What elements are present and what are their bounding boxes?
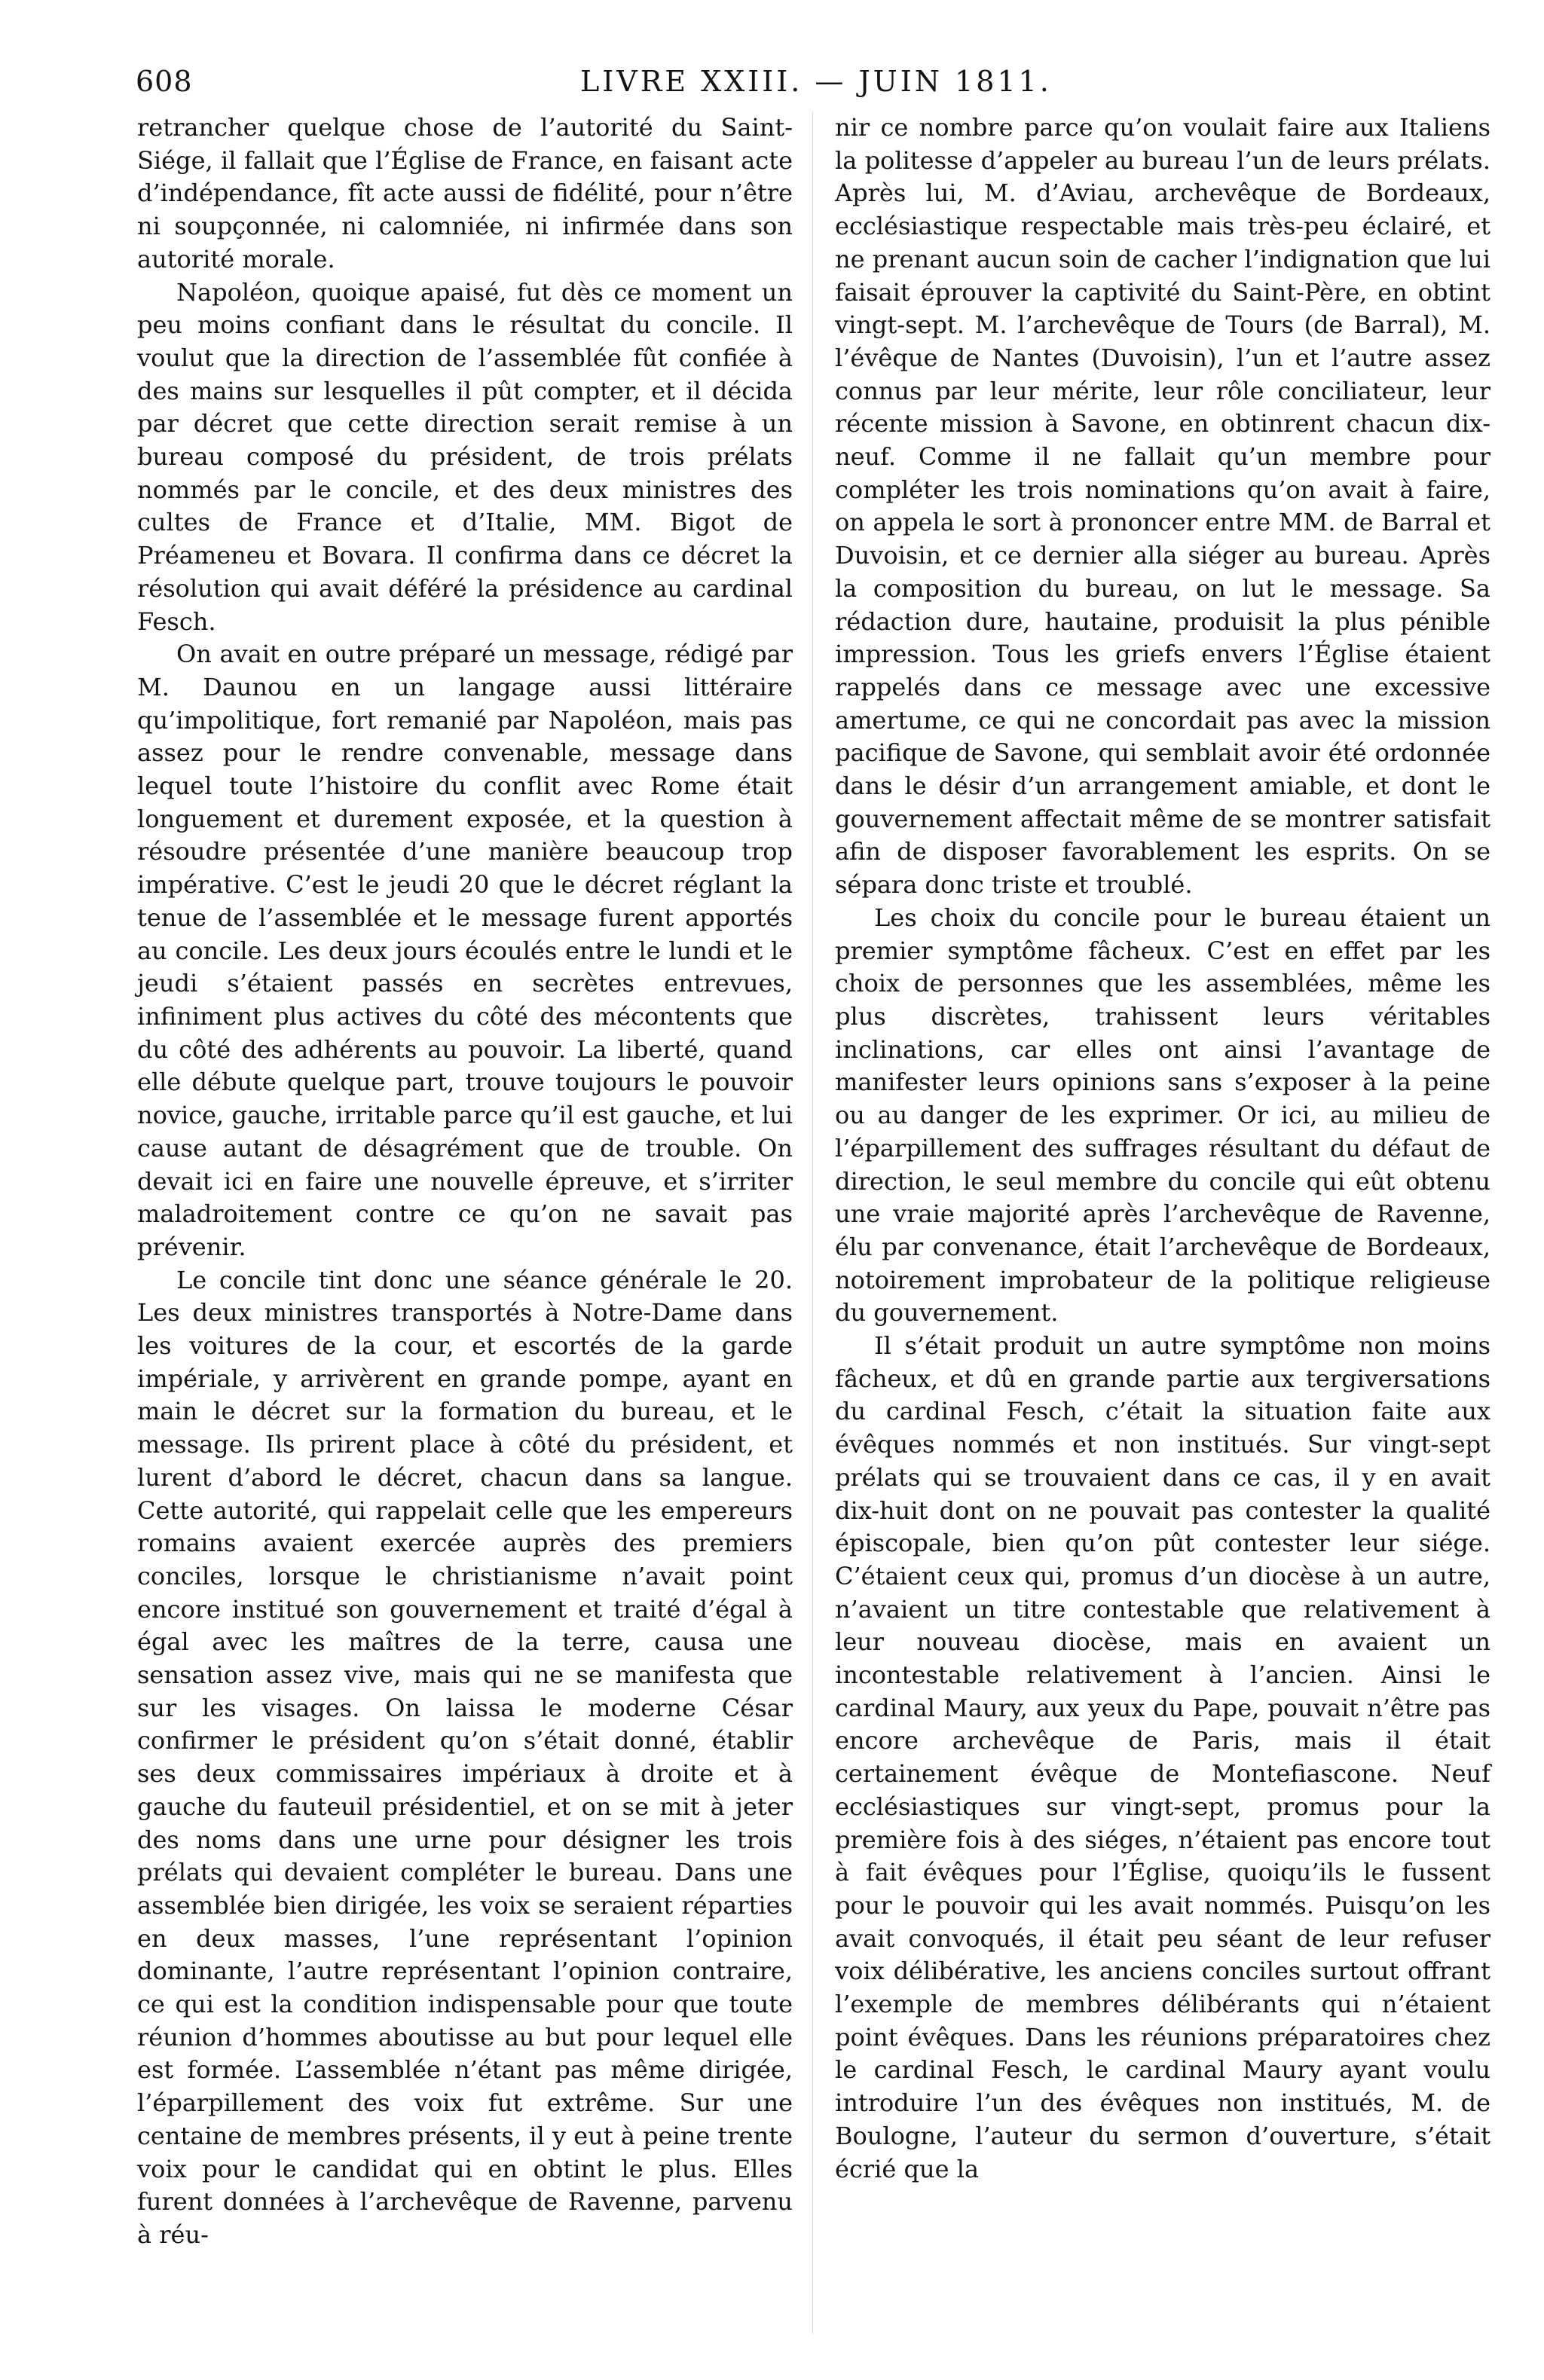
page-header <box>98 60 1488 113</box>
paragraph: nir ce nombre parce qu’on voulait faire aux Italiens la politesse d’appeler au bureau l’un de leurs prélats. Après lui, M. d’Aviau, archevêque de Bordeaux, ecclésiastique respectable mais très-peu éclairé, et ne prenant aucun soin de cacher l’indignation que lui faisait éprouver la captivité du Saint-Père, en obtint vingt-sept. M. l’archevêque de Tours (de Barral), M. l’évêque de Nantes (Duvoisin), l’un et l’autre assez connus par leur mérite, leur rôle conciliateur, leur récente mission à Savone, en obtinrent chacun dix-neuf. Comme il ne fallait qu’un membre pour compléter les trois nominations qu’on avait à faire, on appela le sort à prononcer entre MM. de Barral et Duvoisin, et ce dernier alla siéger au bureau. Après la composition du bureau, on lut le message. Sa rédaction dure, hautaine, produisit la plus pénible impression. Tous les griefs envers l’Église étaient rappelés dans ce message avec une excessive amertume, ce qui ne concordait pas avec la mission pacifique de Savone, qui semblait avoir été ordonnée dans le désir d’un arrangement amiable, et dont le gouvernement affectait même de se montrer satisfait afin de disposer favorablement les esprits. On se sépara donc triste et troublé. <box>835 113 1490 900</box>
paragraph: Il s’était produit un autre symptôme non moins fâcheux, et dû en grande partie aux tergiversations du cardinal Fesch, c’était la situation faite aux évêques nommés et non institués. Sur vingt-sept prélats qui se trouvaient dans ce cas, il y en avait dix-huit dont on ne pouvait pas contester la qualité épiscopale, bien qu’on pût contester leur siége. C’étaient ceux qui, promus d’un diocèse à un autre, n’avaient un titre contestable que relativement à leur nouveau diocèse, mais en avaient un incontestable relativement à l’ancien. Ainsi le cardinal Maury, aux yeux du Pape, pouvait n’être pas encore archevêque de Paris, mais il était certainement évêque de Montefiascone. Neuf ecclésiastiques sur vingt-sept, promus pour la première fois à des siéges, n’étaient pas encore tout à fait évêques pour l’Église, quoiqu’ils le fussent pour le pouvoir qui les avait nommés. Puisqu’on les avait convoqués, il était peu séant de leur refuser voix délibérative, les anciens conciles surtout offrant l’exemple de membres délibérants qui n’étaient point évêques. Dans les réunions préparatoires chez le cardinal Fesch, le cardinal Maury ayant voulu introduire l’un des évêques non institués, M. de Boulogne, l’auteur du sermon d’ouverture, s’était écrié que la <box>835 1331 1490 2183</box>
column-divider <box>812 112 813 2334</box>
left-column <box>137 112 793 2252</box>
paragraph: Le concile tint donc une séance générale le 20. Les deux ministres transportés à Notre-Dame dans les voitures de la cour, et escortés de la garde impériale, y arrivèrent en grande pompe, ayant en main le décret sur la formation du bureau, et le message. Ils prirent place à côté du président, et lurent d’abord le décret, chacun dans sa langue. Cette autorité, qui rappelait celle que les empereurs romains avaient exercée auprès des premiers conciles, lorsque le christianisme n’avait point encore institué son gouvernement et traité d’égal à égal avec les maîtres de la terre, causa une sensation assez vive, mais qui ne se manifesta que sur les visages. On laissa le moderne César confirmer le président qu’on s’était donné, établir ses deux commissaires impériaux à droite et à gauche du fauteuil présidentiel, et on se mit à jeter des noms dans une urne pour désigner les trois prélats qui devaient compléter le bureau. Dans une assemblée bien dirigée, les voix se seraient réparties en deux masses, l’une représentant l’opinion dominante, l’autre représentant l’opinion contraire, ce qui est la condition indispensable pour que toute réunion d’hommes aboutisse au but pour lequel elle est formée. L’assemblée n’étant pas même dirigée, l’éparpillement des voix fut extrême. Sur une centaine de membres présents, il y eut à peine trente voix pour le candidat qui en obtint le plus. Elles furent données à l’archevêque de Ravenne, parvenu à réu- <box>137 1265 793 2249</box>
paragraph: Les choix du concile pour le bureau étaient un premier symptôme fâcheux. C’est en effet par les choix de personnes que les assemblées, même les plus discrètes, trahissent leurs véritables inclinations, car elles ont ainsi l’avantage de manifester leurs opinions sans s’exposer à la peine ou au danger de les exprimer. Or ici, au milieu de l’éparpillement des suffrages résultant du défaut de direction, le seul membre du concile qui eût obtenu une vraie majorité après l’archevêque de Ravenne, élu par convenance, était l’archevêque de Bordeaux, notoirement improbateur de la politique religieuse du gouvernement. <box>835 903 1490 1327</box>
paragraph: retrancher quelque chose de l’autorité du Saint-Siége, il fallait que l’Église de France, en faisant acte d’indépendance, fît acte aussi de fidélité, pour n’être ni soupçonnée, ni calomniée, ni infirmée dans son autorité morale. <box>137 113 793 273</box>
page-number: 608 <box>136 65 193 98</box>
paragraph: Napoléon, quoique apaisé, fut dès ce moment un peu moins confiant dans le résultat du concile. Il voulut que la direction de l’assemblée fût confiée à des mains sur lesquelles il pût compter, et il décida par décret que cette direction serait remise à un bureau composé du président, de trois prélats nommés par le concile, et des deux ministres des cultes de France et d’Italie, MM. Bigot de Préameneu et Bovara. Il confirma dans ce décret la résolution qui avait déféré la présidence au cardinal Fesch. <box>137 277 793 636</box>
running-head: LIVRE XXIII. — JUIN 1811. <box>580 65 1052 98</box>
paragraph: On avait en outre préparé un message, rédigé par M. Daunou en un langage aussi littéraire qu’impolitique, fort remanié par Napoléon, mais pas assez pour le rendre convenable, message dans lequel toute l’histoire du conflit avec Rome était longuement et durement exposée, et la question à résoudre présentée d’une manière beaucoup trop impérative. C’est le jeudi 20 que le décret réglant la tenue de l’assemblée et le message furent apportés au concile. Les deux jours écoulés entre le lundi et le jeudi s’étaient passés en secrètes entrevues, infiniment plus actives du côté des mécontents que du côté des adhérents au pouvoir. La liberté, quand elle débute quelque part, trouve toujours le pouvoir novice, gauche, irritable parce qu’il est gauche, et lui cause autant de désagrément que de trouble. On devait ici en faire une nouvelle épreuve, et s’irriter maladroitement contre ce qu’on ne savait pas prévenir. <box>137 640 793 1261</box>
right-column <box>835 112 1490 2186</box>
